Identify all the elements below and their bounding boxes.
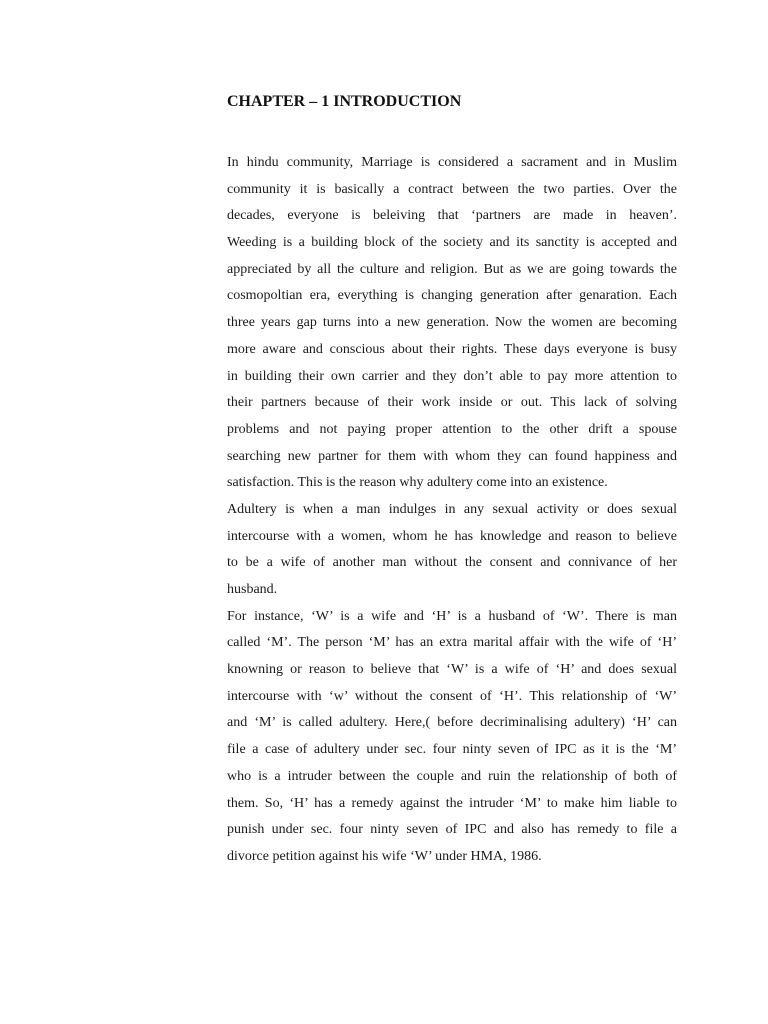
text-line: more aware and conscious about their rights. These days everyone is busy bbox=[227, 341, 677, 357]
text-line: community it is basically a contract between the two parties. Over the bbox=[227, 181, 677, 197]
text-line: In hindu community, Marriage is considered a sacrament and in Muslim bbox=[227, 155, 677, 170]
paragraph-example bbox=[227, 604, 677, 871]
text-line: For instance, ‘W’ is a wife and ‘H’ is a husband of ‘W’. There is man bbox=[227, 608, 677, 624]
text-line: and ‘M’ is called adultery. Here,( before decriminalising adultery) ‘H’ can bbox=[227, 715, 677, 731]
text-line: problems and not paying proper attention to the other drift a spouse bbox=[227, 421, 677, 437]
text-line: their partners because of their work inside or out. This lack of solving bbox=[227, 395, 677, 411]
text-line: satisfaction. This is the reason why adultery come into an existence. bbox=[227, 475, 608, 491]
text-line: knowning or reason to believe that ‘W’ is a wife of ‘H’ and does sexual bbox=[227, 662, 677, 678]
chapter-body bbox=[227, 150, 677, 871]
text-line: punish under sec. four ninty seven of IPC and also has remedy to file a bbox=[227, 822, 677, 838]
text-line: divorce petition against his wife ‘W’ under HMA, 1986. bbox=[227, 848, 542, 864]
paragraph-intro bbox=[227, 150, 677, 497]
text-line: Weeding is a building block of the society and its sanctity is accepted and bbox=[227, 235, 677, 251]
text-line: called ‘M’. The person ‘M’ has an extra marital affair with the wife of ‘H’ bbox=[227, 635, 677, 651]
text-line: searching new partner for them with whom they can found happiness and bbox=[227, 448, 677, 464]
text-line: intercourse with a women, whom he has knowledge and reason to believe bbox=[227, 528, 677, 544]
text-line: Adultery is when a man indulges in any sexual activity or does sexual bbox=[227, 501, 677, 517]
text-line: husband. bbox=[227, 582, 278, 597]
chapter-heading: CHAPTER – 1 INTRODUCTION bbox=[227, 93, 462, 110]
text-line: file a case of adultery under sec. four ninty seven of IPC as it is the ‘M’ bbox=[227, 742, 677, 758]
text-line: intercourse with ‘w’ without the consent of ‘H’. This relationship of ‘W’ bbox=[227, 688, 677, 704]
text-line: who is a intruder between the couple and ruin the relationship of both of bbox=[227, 768, 677, 784]
text-line: cosmopoltian era, everything is changing generation after genaration. Each bbox=[227, 288, 677, 304]
text-line: three years gap turns into a new generation. Now the women are becoming bbox=[227, 315, 677, 331]
text-line: them. So, ‘H’ has a remedy against the intruder ‘M’ to make him liable to bbox=[227, 795, 677, 811]
text-line: appreciated by all the culture and religion. But as we are going towards the bbox=[227, 261, 677, 277]
paragraph-definition bbox=[227, 497, 677, 604]
text-line: to be a wife of another man without the consent and connivance of her bbox=[227, 555, 677, 571]
text-line: decades, everyone is beleiving that ‘partners are made in heaven’. bbox=[227, 208, 677, 224]
text-line: in building their own carrier and they don’t able to pay more attention to bbox=[227, 368, 677, 384]
